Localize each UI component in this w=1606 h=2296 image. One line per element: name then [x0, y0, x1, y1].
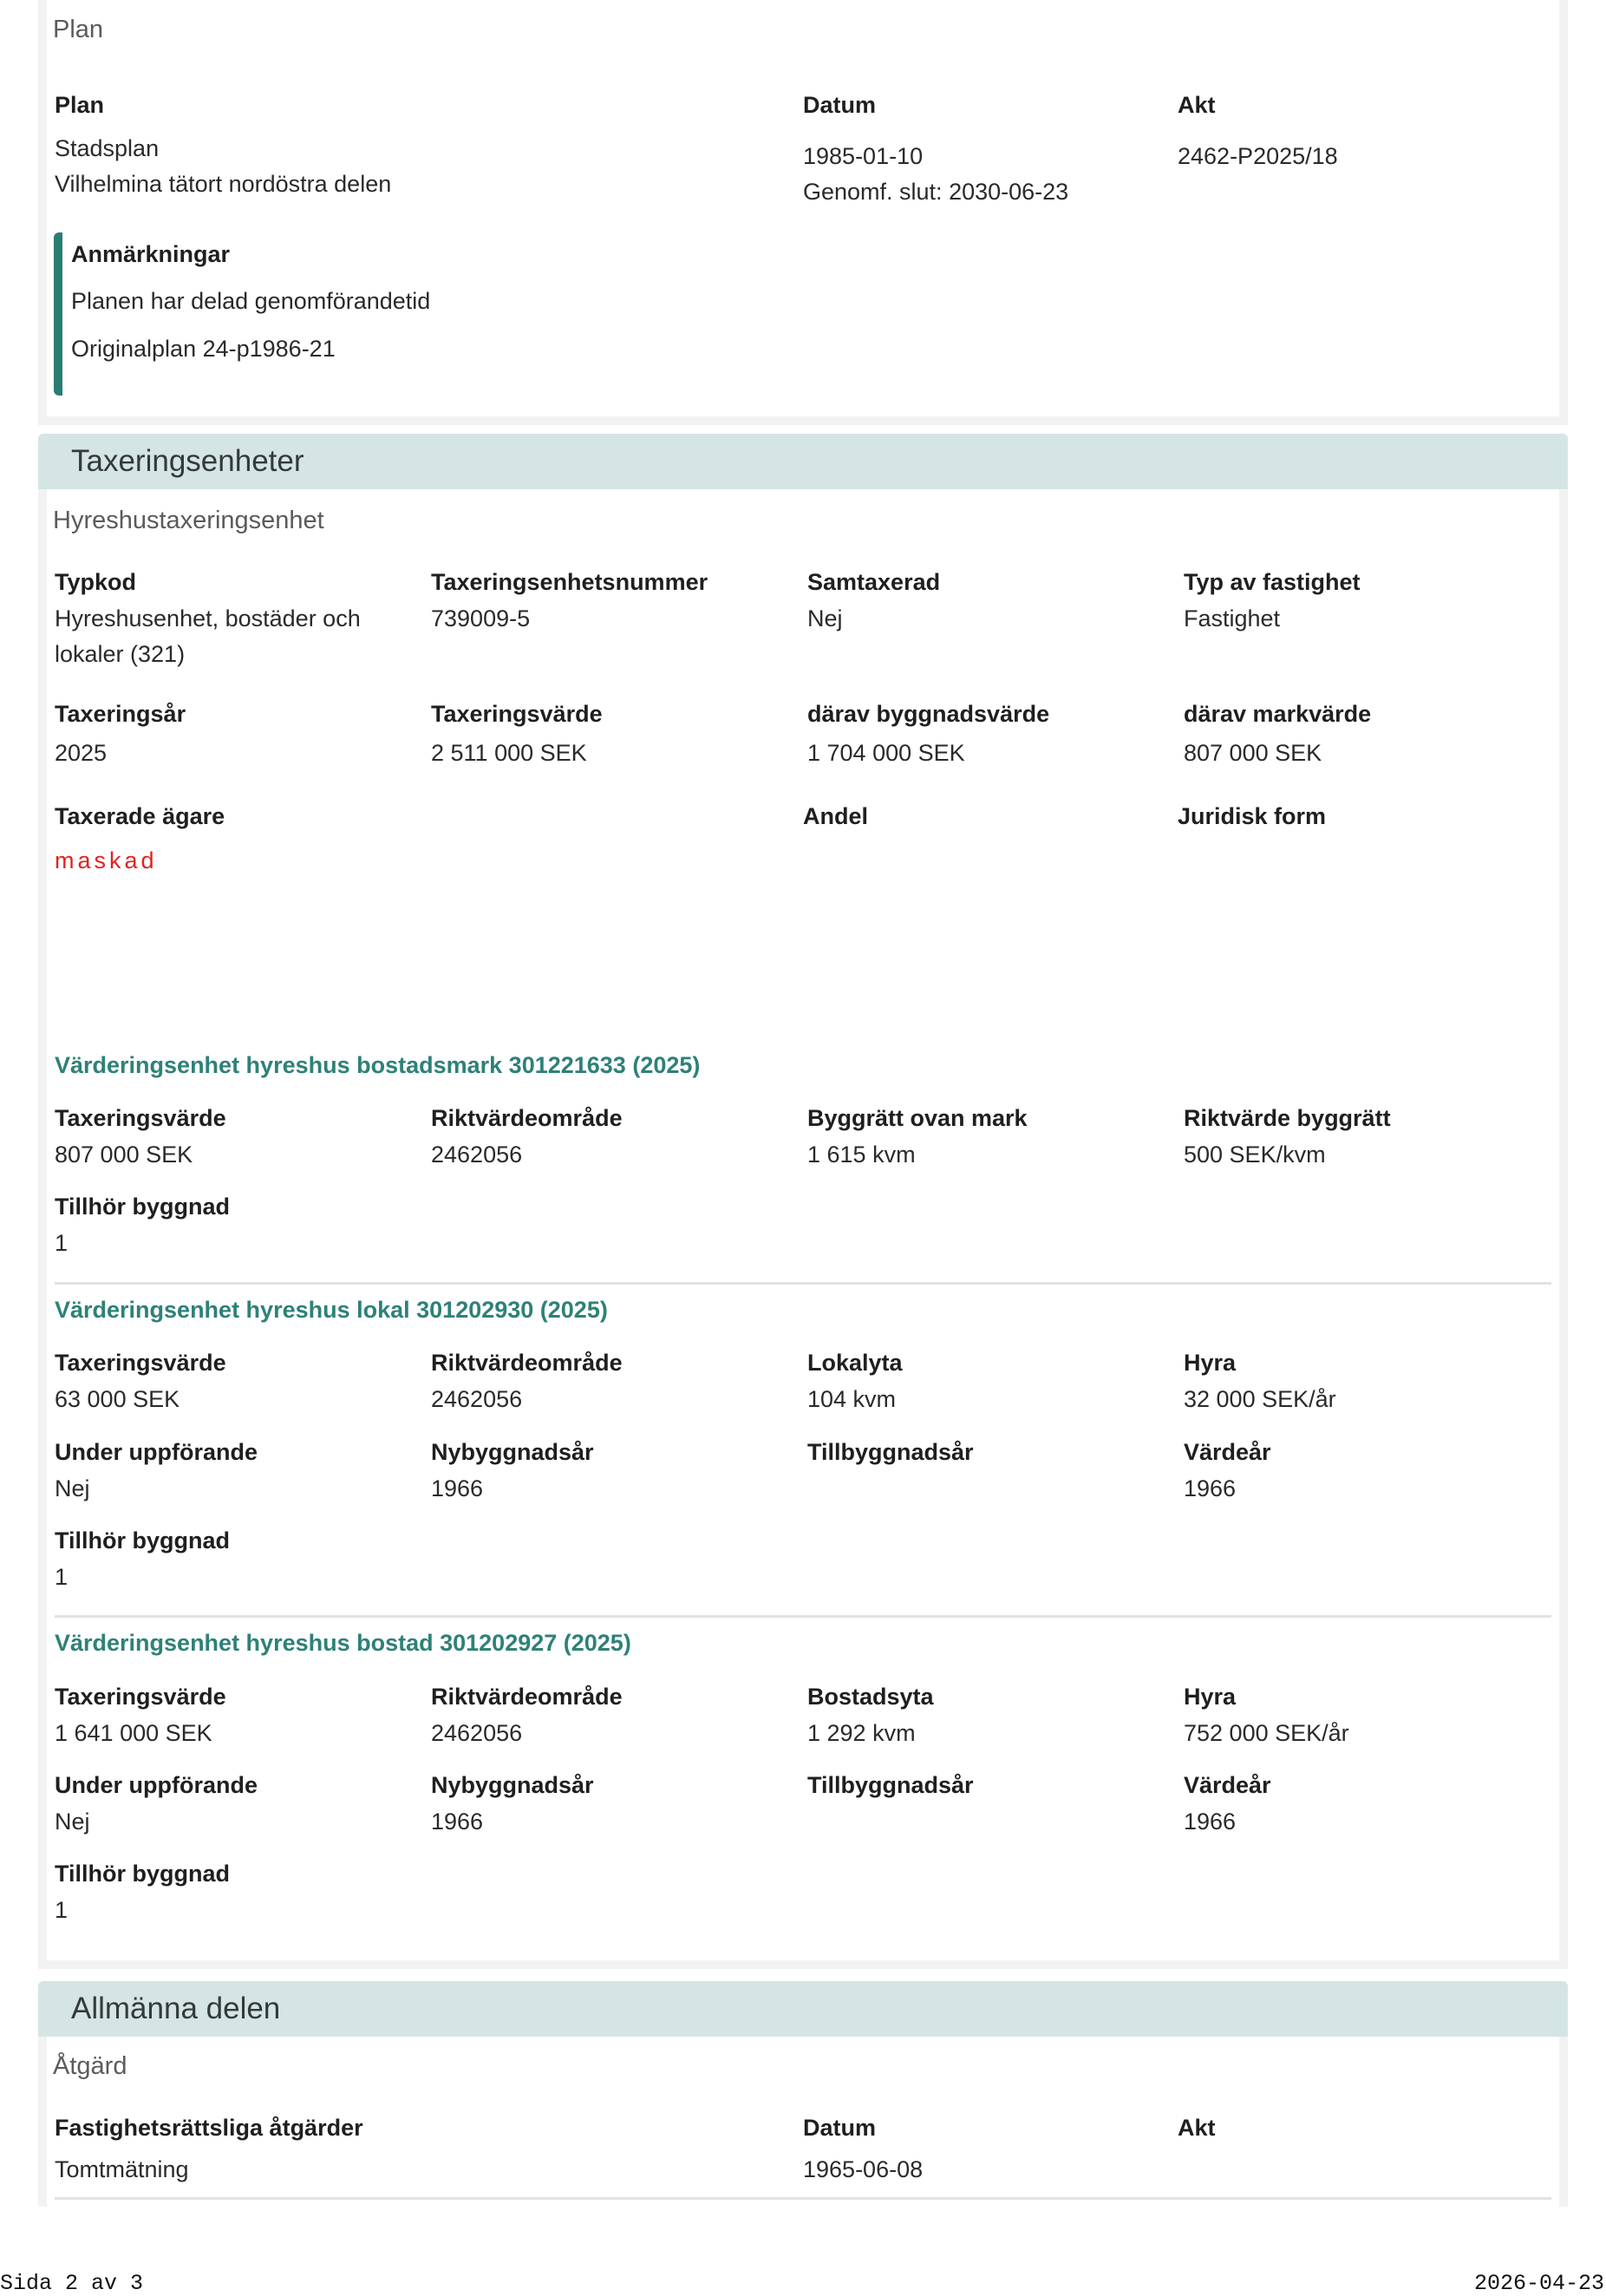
samtaxerad-label: Samtaxerad: [807, 569, 941, 595]
tillhor-byggnad-value: 1: [55, 1564, 69, 1590]
fastighetsrattsliga-atgarder-label: Fastighetsrättsliga åtgärder: [55, 2115, 363, 2141]
remarks-heading: Anmärkningar: [71, 241, 231, 267]
taxeringsvarde-label: Taxeringsvärde: [431, 701, 603, 727]
unit-label: Hyra: [1184, 1350, 1237, 1376]
remarks-line: Planen har delad genomförandetid: [71, 288, 431, 314]
byggnadsvarde-label: därav byggnadsvärde: [807, 701, 1050, 727]
tillhor-byggnad-value: 1: [55, 1897, 69, 1923]
tillhor-byggnad-value: 1: [55, 1230, 69, 1256]
unit-value: 2462056: [431, 1141, 523, 1168]
unit-label: Riktvärde byggrätt: [1184, 1105, 1391, 1131]
unit-value: 2462056: [431, 1386, 523, 1412]
taxeringsvarde-value: 2 511 000 SEK: [431, 740, 587, 766]
unit-value: 63 000 SEK: [55, 1386, 180, 1412]
plan-subheading: Plan: [53, 16, 104, 43]
taxeringsar-value: 2025: [55, 740, 108, 766]
unit-label: Nybyggnadsår: [431, 1772, 594, 1798]
taxeringsar-label: Taxeringsår: [55, 701, 186, 727]
general-section-header: Allmänna delen: [38, 1981, 1568, 2037]
unit-value: 752 000 SEK/år: [1184, 1720, 1349, 1746]
tillhor-byggnad-label: Tillhör byggnad: [55, 1194, 230, 1220]
typkod-label: Typkod: [55, 569, 136, 595]
plan-date-label: Datum: [803, 92, 877, 118]
markvarde-label: därav markvärde: [1184, 701, 1372, 727]
unit-label: Byggrätt ovan mark: [807, 1105, 1028, 1131]
tillhor-byggnad-label: Tillhör byggnad: [55, 1861, 230, 1887]
unit-value: Nej: [55, 1809, 90, 1835]
taxeringsenhetsnummer-value: 739009-5: [431, 605, 531, 631]
taxering-section-header: Taxeringsenheter: [38, 434, 1568, 489]
unit-label: Under uppförande: [55, 1772, 258, 1798]
unit-label: Bostadsyta: [807, 1684, 934, 1710]
typ-av-fastighet-value: Fastighet: [1184, 605, 1281, 631]
unit-value: 32 000 SEK/år: [1184, 1386, 1336, 1412]
andel-label: Andel: [803, 803, 869, 829]
unit-value: 1966: [431, 1475, 484, 1501]
unit-label: Värdeår: [1184, 1439, 1271, 1465]
unit-label: Lokalyta: [807, 1350, 903, 1376]
unit-title-lokal: Värderingsenhet hyreshus lokal 301202930 (2025): [55, 1297, 608, 1323]
divider: [55, 1282, 1551, 1285]
divider: [55, 2197, 1551, 2200]
page-number: Sida 2 av 3: [0, 2271, 144, 2296]
plan-date-value: 1985-01-10 Genomf. slut: 2030-06-23: [803, 143, 1069, 205]
taxerade-agare-label: Taxerade ägare: [55, 803, 225, 829]
unit-value: Nej: [55, 1475, 90, 1501]
unit-value: 807 000 SEK: [55, 1141, 193, 1168]
atgard-value: Tomtmätning: [55, 2156, 189, 2182]
byggnadsvarde-value: 1 704 000 SEK: [807, 740, 965, 766]
unit-label: Taxeringsvärde: [55, 1684, 226, 1710]
tillhor-byggnad-label: Tillhör byggnad: [55, 1527, 230, 1554]
unit-title-bostadsmark: Värderingsenhet hyreshus bostadsmark 301221633 (2025): [55, 1052, 701, 1078]
unit-value: 1 292 kvm: [807, 1720, 916, 1746]
unit-value: 1966: [431, 1809, 484, 1835]
atgard-date-label: Datum: [803, 2115, 877, 2141]
unit-label: Taxeringsvärde: [55, 1105, 226, 1131]
unit-value: 1 615 kvm: [807, 1141, 916, 1168]
unit-label: Under uppförande: [55, 1439, 258, 1465]
unit-label: Riktvärdeområde: [431, 1105, 623, 1131]
unit-value: 2462056: [431, 1720, 523, 1746]
atgard-date-value: 1965-06-08: [803, 2156, 924, 2182]
plan-label: Plan: [55, 92, 105, 118]
unit-label: Riktvärdeområde: [431, 1350, 623, 1376]
plan-akt-value: 2462-P2025/18: [1178, 143, 1338, 169]
divider: [55, 1615, 1551, 1618]
plan-akt-label: Akt: [1178, 92, 1216, 118]
juridisk-form-label: Juridisk form: [1178, 803, 1327, 829]
unit-title-bostad: Värderingsenhet hyreshus bostad 301202927 (2025): [55, 1630, 631, 1656]
unit-label: Tillbyggnadsår: [807, 1772, 974, 1798]
atgard-akt-label: Akt: [1178, 2115, 1216, 2141]
unit-label: Hyra: [1184, 1684, 1237, 1710]
remarks-line: Originalplan 24-p1986-21: [71, 336, 336, 362]
unit-label: Riktvärdeområde: [431, 1684, 623, 1710]
unit-label: Nybyggnadsår: [431, 1439, 594, 1465]
unit-label: Tillbyggnadsår: [807, 1439, 974, 1465]
unit-value: 500 SEK/kvm: [1184, 1141, 1326, 1168]
unit-value: 1966: [1184, 1475, 1237, 1501]
taxering-subheading: Hyreshustaxeringsenhet: [53, 507, 324, 534]
print-date: 2026-04-23: [1473, 2271, 1604, 2296]
unit-value: 104 kvm: [807, 1386, 897, 1412]
taxeringsenhetsnummer-label: Taxeringsenhetsnummer: [431, 569, 708, 595]
general-subheading: Åtgärd: [53, 2052, 127, 2080]
masked-owner: maskad: [55, 847, 158, 873]
markvarde-value: 807 000 SEK: [1184, 740, 1322, 766]
samtaxerad-value: Nej: [807, 605, 843, 631]
unit-value: 1966: [1184, 1809, 1237, 1835]
unit-label: Taxeringsvärde: [55, 1350, 226, 1376]
unit-label: Värdeår: [1184, 1772, 1271, 1798]
typkod-value: Hyreshusenhet, bostäder och lokaler (321): [55, 605, 361, 667]
typ-av-fastighet-label: Typ av fastighet: [1184, 569, 1361, 595]
unit-value: 1 641 000 SEK: [55, 1720, 212, 1746]
plan-value: Stadsplan Vilhelmina tätort nordöstra delen: [55, 135, 392, 197]
